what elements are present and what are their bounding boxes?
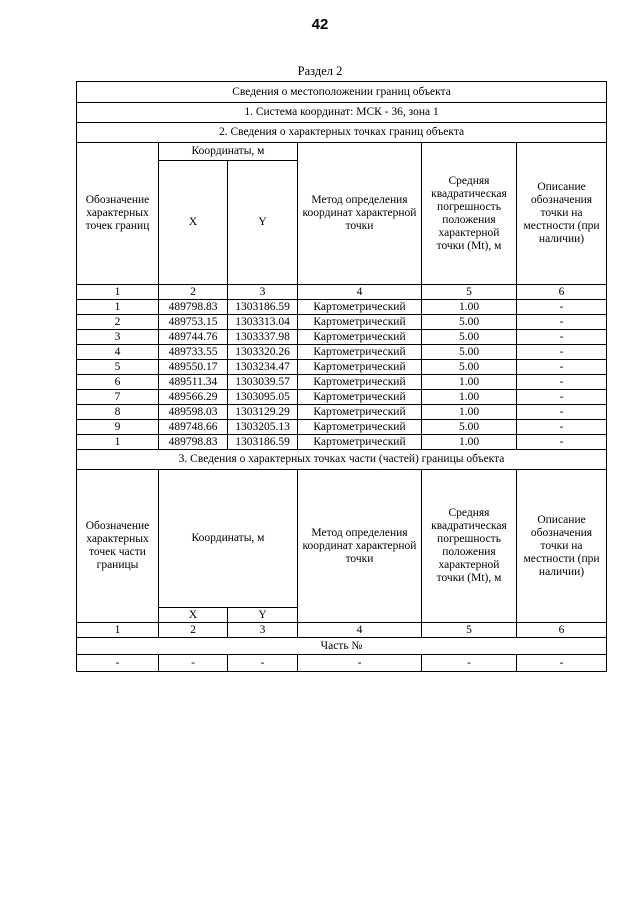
error-cell: 5.00	[422, 420, 517, 435]
s3-col-number: 2	[159, 623, 228, 638]
error-cell: 5.00	[422, 345, 517, 360]
table-row	[77, 390, 607, 405]
part-label: Часть №	[77, 638, 607, 655]
error-cell: 5.00	[422, 360, 517, 375]
error-cell: 1.00	[422, 405, 517, 420]
error-cell: 1.00	[422, 300, 517, 315]
empty-cell: -	[159, 655, 228, 672]
error-cell: 5.00	[422, 315, 517, 330]
s3-header-designation: Обозначение характерных точек части границы	[77, 470, 159, 623]
s3-col-number: 6	[517, 623, 607, 638]
s2-col-number: 5	[422, 285, 517, 300]
description-cell: -	[517, 435, 607, 450]
method-cell: Картометрический	[298, 345, 422, 360]
table-row	[77, 330, 607, 345]
method-cell: Картометрический	[298, 390, 422, 405]
x-coord-cell: 489566.29	[159, 390, 228, 405]
empty-cell: -	[228, 655, 298, 672]
x-coord-cell: 489753.15	[159, 315, 228, 330]
method-cell: Картометрический	[298, 315, 422, 330]
s3-header-method: Метод определения координат характерной точки	[298, 470, 422, 623]
s2-header-designation: Обозначение характерных точек границ	[77, 143, 159, 285]
s2-header-coords: Координаты, м	[159, 143, 298, 161]
y-coord-cell: 1303205.13	[228, 420, 298, 435]
s2-header-x: X	[159, 161, 228, 285]
method-cell: Картометрический	[298, 375, 422, 390]
point-number-cell: 7	[77, 390, 159, 405]
point-number-cell: 1	[77, 300, 159, 315]
section2-title: 2. Сведения о характерных точках границ объекта	[77, 123, 607, 143]
s3-header-coords: Координаты, м	[159, 470, 298, 608]
point-number-cell: 2	[77, 315, 159, 330]
point-number-cell: 6	[77, 375, 159, 390]
error-cell: 1.00	[422, 390, 517, 405]
description-cell: -	[517, 405, 607, 420]
point-number-cell: 5	[77, 360, 159, 375]
x-coord-cell: 489798.83	[159, 435, 228, 450]
s2-col-number: 3	[228, 285, 298, 300]
point-number-cell: 4	[77, 345, 159, 360]
empty-cell: -	[422, 655, 517, 672]
description-cell: -	[517, 375, 607, 390]
s3-header-description: Описание обозначения точки на местности (при наличии)	[517, 470, 607, 623]
description-cell: -	[517, 345, 607, 360]
page-number: 42	[311, 16, 329, 33]
description-cell: -	[517, 300, 607, 315]
method-cell: Картометрический	[298, 330, 422, 345]
table-row	[77, 435, 607, 450]
y-coord-cell: 1303039.57	[228, 375, 298, 390]
description-cell: -	[517, 315, 607, 330]
point-number-cell: 9	[77, 420, 159, 435]
x-coord-cell: 489744.76	[159, 330, 228, 345]
description-cell: -	[517, 330, 607, 345]
coord-system: 1. Система координат: МСК - 36, зона 1	[77, 103, 607, 123]
boundary-table	[76, 81, 607, 672]
s2-header-y: Y	[228, 161, 298, 285]
x-coord-cell: 489550.17	[159, 360, 228, 375]
error-cell: 5.00	[422, 330, 517, 345]
s3-col-number: 1	[77, 623, 159, 638]
y-coord-cell: 1303129.29	[228, 405, 298, 420]
s2-col-number: 4	[298, 285, 422, 300]
y-coord-cell: 1303320.26	[228, 345, 298, 360]
s2-header-method: Метод определения координат характерной точки	[298, 143, 422, 285]
description-cell: -	[517, 360, 607, 375]
method-cell: Картометрический	[298, 435, 422, 450]
table-row	[77, 345, 607, 360]
s3-header-error: Средняя квадратическая погрешность положения характерной точки (Mt), м	[422, 470, 517, 623]
y-coord-cell: 1303095.05	[228, 390, 298, 405]
s3-col-number: 3	[228, 623, 298, 638]
y-coord-cell: 1303337.98	[228, 330, 298, 345]
y-coord-cell: 1303234.47	[228, 360, 298, 375]
x-coord-cell: 489511.34	[159, 375, 228, 390]
s3-header-x: X	[159, 608, 228, 623]
point-number-cell: 8	[77, 405, 159, 420]
y-coord-cell: 1303186.59	[228, 300, 298, 315]
point-number-cell: 1	[77, 435, 159, 450]
table-row	[77, 360, 607, 375]
s2-col-number: 1	[77, 285, 159, 300]
x-coord-cell: 489798.83	[159, 300, 228, 315]
method-cell: Картометрический	[298, 300, 422, 315]
s2-col-number: 6	[517, 285, 607, 300]
description-cell: -	[517, 420, 607, 435]
y-coord-cell: 1303313.04	[228, 315, 298, 330]
s2-header-description: Описание обозначения точки на местности (при наличии)	[517, 143, 607, 285]
table-row	[77, 405, 607, 420]
section3-title: 3. Сведения о характерных точках части (частей) границы объекта	[77, 450, 607, 470]
method-cell: Картометрический	[298, 360, 422, 375]
s2-col-number: 2	[159, 285, 228, 300]
empty-cell: -	[77, 655, 159, 672]
section-title: Раздел 2	[297, 64, 343, 78]
empty-cell: -	[298, 655, 422, 672]
table-row	[77, 420, 607, 435]
s3-header-y: Y	[228, 608, 298, 623]
error-cell: 1.00	[422, 375, 517, 390]
s3-col-number: 4	[298, 623, 422, 638]
x-coord-cell: 489598.03	[159, 405, 228, 420]
s3-col-number: 5	[422, 623, 517, 638]
s2-header-error: Средняя квадратическая погрешность положения характерной точки (Mt), м	[422, 143, 517, 285]
method-cell: Картометрический	[298, 420, 422, 435]
error-cell: 1.00	[422, 435, 517, 450]
point-number-cell: 3	[77, 330, 159, 345]
table-title: Сведения о местоположении границ объекта	[77, 82, 607, 103]
method-cell: Картометрический	[298, 405, 422, 420]
table-row	[77, 315, 607, 330]
description-cell: -	[517, 390, 607, 405]
x-coord-cell: 489748.66	[159, 420, 228, 435]
table-row	[77, 300, 607, 315]
y-coord-cell: 1303186.59	[228, 435, 298, 450]
table-row	[77, 375, 607, 390]
x-coord-cell: 489733.55	[159, 345, 228, 360]
empty-cell: -	[517, 655, 607, 672]
